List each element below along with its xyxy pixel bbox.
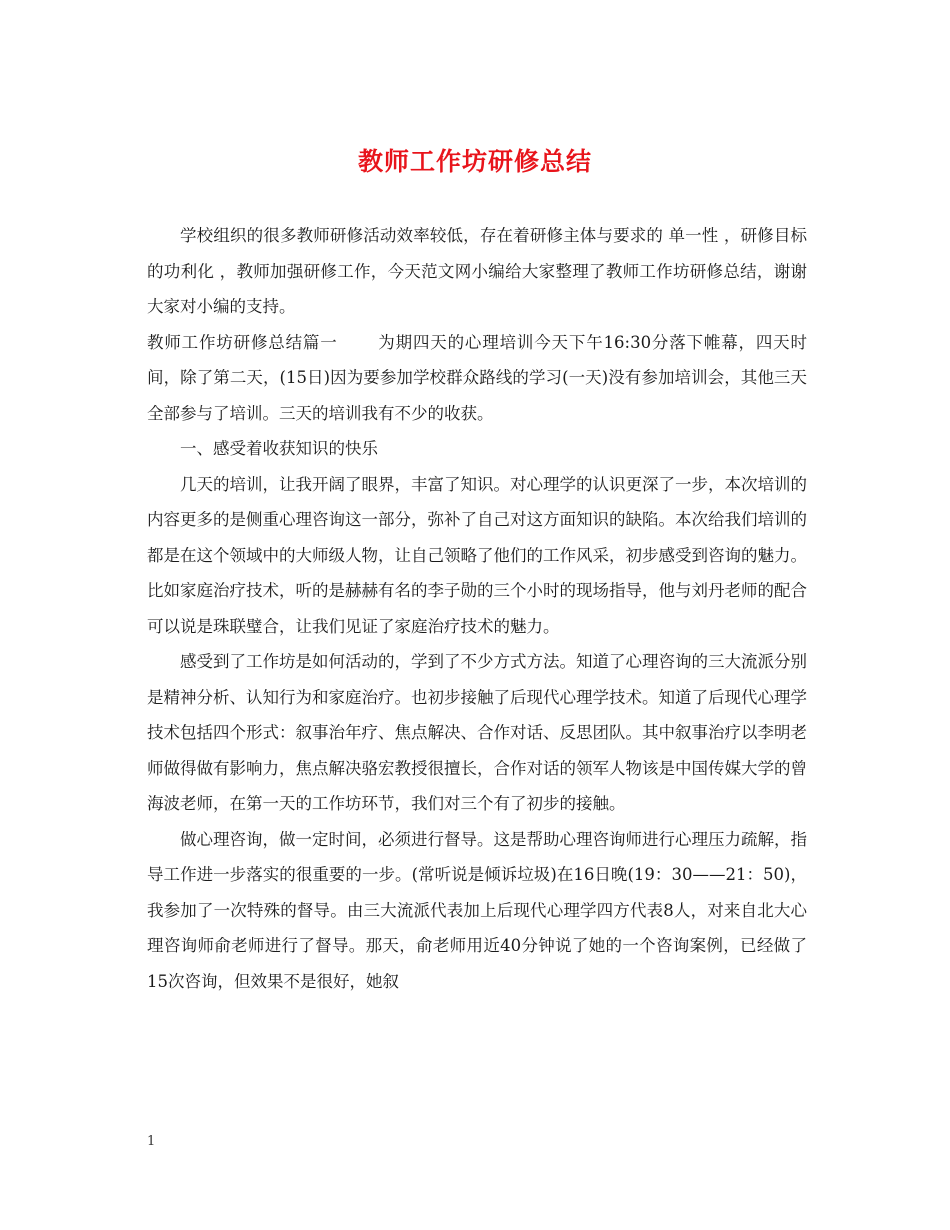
paragraph-intro: 学校组织的很多教师研修活动效率较低，存在着研修主体与要求的 单一性 ，研修目标的功利化 ，教师加强研修工作，今天范文网小编给大家整理了教师工作坊研修总结，谢谢大家对小编的支持。 — [147, 226, 807, 316]
document-body — [147, 218, 807, 999]
document-title: 教师工作坊研修总结 — [357, 147, 592, 176]
section-heading: 一、感受着收获知识的快乐 — [180, 439, 378, 458]
paragraph-section-one-start: 教师工作坊研修总结篇一 为期四天的心理培训今天下午16:30分落下帷幕，四天时间，除了第二天，(15日)因为要参加学校群众路线的学习(一天)没有参加培训会，其他三天全部参与了培训。三天的培训我有不少的收获。 — [147, 332, 807, 423]
paragraph-training-gains: 几天的培训，让我开阔了眼界，丰富了知识。对心理学的认识更深了一步，本次培训的内容更多的是侧重心理咨询这一部分，弥补了自己对这方面知识的缺陷。本次给我们培训的都是在这个领域中的大师级人物，让自己领略了他们的工作风采，初步感受到咨询的魅力。比如家庭治疗技术，听的是赫赫有名的李子勋的三个小时的现场指导，他与刘丹老师的配合可以说是珠联璧合，让我们见证了家庭治疗技术的魅力。 — [147, 474, 807, 636]
page-number: 1 — [147, 1134, 156, 1149]
paragraph-workshop-methods: 感受到了工作坊是如何活动的，学到了不少方式方法。知道了心理咨询的三大流派分别是精神分析、认知行为和家庭治疗。也初步接触了后现代心理学技术。知道了后现代心理学技术包括四个形式：叙事治年疗、焦点解决、合作对话、反思团队。其中叙事治疗以李明老师做得做有影响力，焦点解决骆宏教授很擅长，合作对话的领军人物该是中国传媒大学的曾海波老师，在第一天的工作坊环节，我们对三个有了初步的接触。 — [147, 652, 807, 813]
paragraph-supervision: 做心理咨询，做一定时间，必须进行督导。这是帮助心理咨询师进行心理压力疏解，指导工作进一步落实的很重要的一步。(常听说是倾诉垃圾)在16日晚(19：30——21：50)，我参加了一次特殊的督导。由三大流派代表加上后现代心理学四方代表8人，对来自北大心理咨询师俞老师进行了督导。那天，俞老师用近40分钟说了她的一个咨询案例，已经做了15次咨询，但效果不是很好，她叙 — [147, 829, 807, 991]
